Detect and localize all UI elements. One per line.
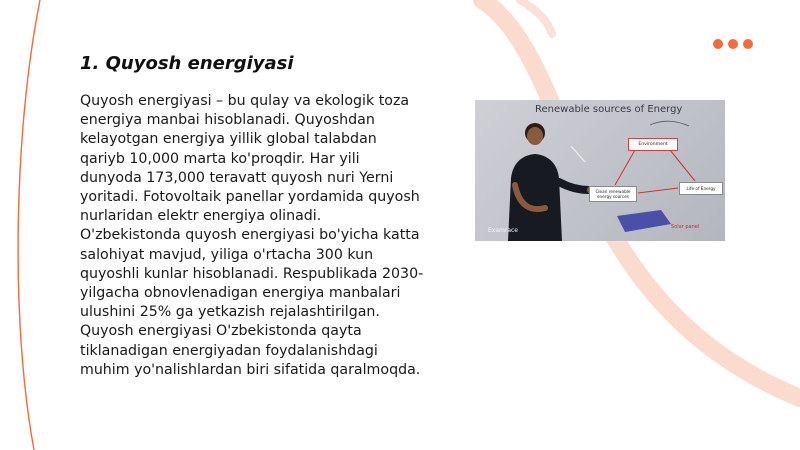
three-dots-icon[interactable] [713,39,753,49]
arrow-env-to-sources [615,150,635,185]
video-thumbnail[interactable] [475,100,725,241]
menu-dot [713,39,723,49]
soft-arc-top [520,0,552,34]
swoosh-line-2 [571,146,585,162]
menu-dot [743,39,753,49]
solar-panel-shape [617,210,671,232]
body-paragraph: Quyosh energiyasi – bu qulay va ekologik toza energiya manbai hisoblanadi. Quyoshdan kelayotgan energiya yillik global talabdan qariyb 10,000 marta ko'proqdir. Har yili dunyoda 173,000 teravatt quyosh nuri Yerni yoritadi. Fotovoltaik panellar yordamida quyosh nurlaridan elektr energiya olinadi. O'zbekistonda quyosh energiyasi bo'yicha katta salohiyat mavjud, yiliga o'rtacha 300 kun quyoshli kunlar hisoblanadi. Respublikada 2030-yilgacha obnovlenadigan energiya manbalari ulushini 25% ga yetkazish rejalashtirilgan. Quyosh energiyasi O'zbekistonda qayta tiklanadigan energiyadan foydalanishdagi muhim yo'nalishlardan biri sifatida qaralmoqda. [80,93,424,378]
presenter-arm-right [559,182,589,190]
diagram-box-environment: Environment [628,138,678,151]
menu-dot [728,39,738,49]
left-edge-curve [18,0,40,450]
diagram-box-life: Life of Energy [679,182,723,195]
arrow-env-to-life [670,150,695,181]
diagram-box-sources: Clean renewable energy sources [589,186,637,202]
thumbnail-illustration [475,100,725,241]
swoosh-line [650,121,689,126]
thumbnail-brand: Examrace [488,227,518,234]
slide-title: 1. Quyosh energiyasi [80,53,294,74]
presenter-face [527,127,543,145]
thumbnail-label: Solar panel [671,224,700,230]
arrow-sources-to-life [638,188,678,193]
thumbnail-title: Renewable sources of Energy [535,104,683,115]
